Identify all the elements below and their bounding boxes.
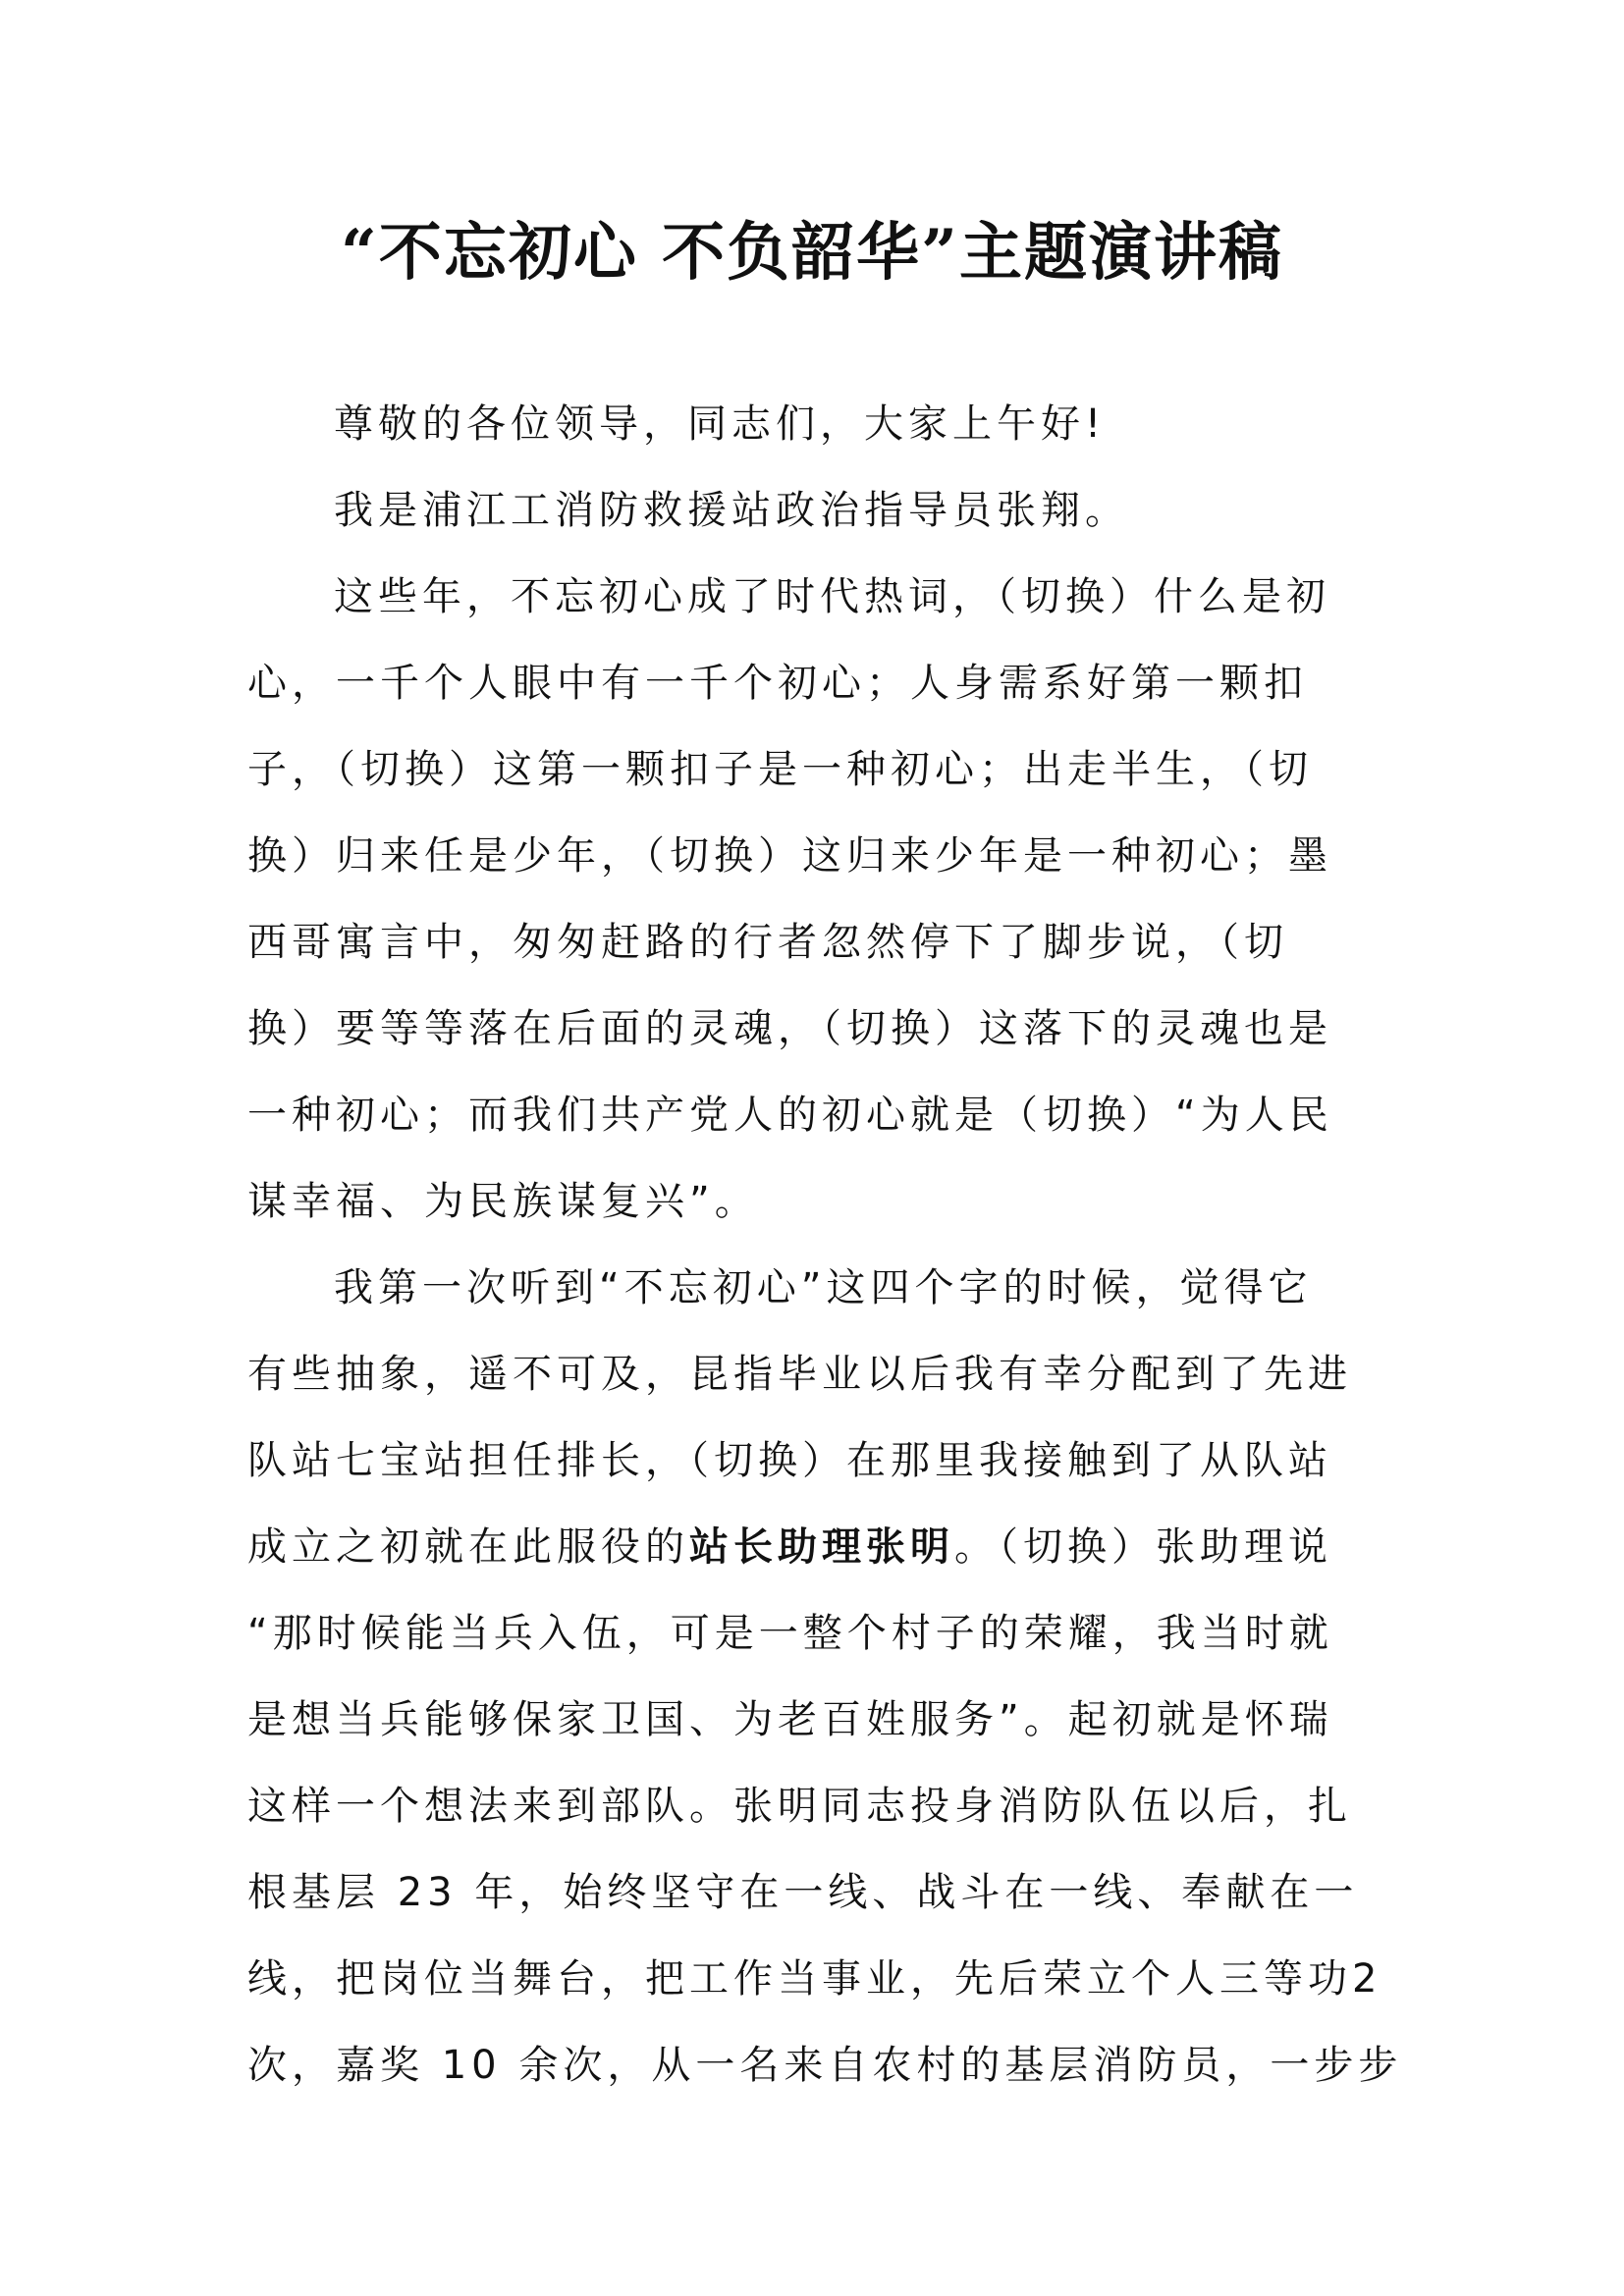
paragraph-line: 换）要等等落在后面的灵魂，（切换）这落下的灵魂也是: [247, 1006, 1332, 1051]
paragraph-line: 线，把岗位当舞台，把工作当事业，先后荣立个人三等功2: [247, 1956, 1382, 2002]
paragraph-line: 根基层 23 年，始终坚守在一线、战斗在一线、奉献在一: [247, 1870, 1359, 1915]
paragraph-line: 我第一次听到“不忘初心”这四个字的时候，觉得它: [334, 1265, 1313, 1310]
paragraph-line: 子，（切换）这第一颗扣子是一种初心；出走半生，（切: [247, 747, 1313, 792]
paragraph-line: 换）归来任是少年，（切换）这归来少年是一种初心；墨: [247, 833, 1332, 879]
paragraph-line: 这样一个想法来到部队。张明同志投身消防队伍以后，扎: [247, 1784, 1352, 1829]
paragraph-line: [247, 1504, 1367, 1590]
paragraph-line: 队站七宝站担任排长，（切换）在那里我接触到了从队站: [247, 1438, 1332, 1483]
paragraph-text: 。（切换）张助理说: [954, 1524, 1332, 1570]
self-introduction-line: 我是浦江工消防救援站政治指导员张翔。: [334, 488, 1129, 533]
paragraph-line: “那时候能当兵入伍，可是一整个村子的荣耀，我当时就: [247, 1611, 1333, 1656]
document-body: [247, 381, 1403, 2109]
paragraph-line: 西哥寓言中，匆匆赶路的行者忽然停下了脚步说，（切: [247, 920, 1288, 965]
paragraph-line: 谋幸福、为民族谋复兴”。: [247, 1179, 759, 1224]
highlighted-name: 站长助理张明: [689, 1524, 954, 1570]
greeting-line: 尊敬的各位领导，同志们，大家上午好!: [334, 401, 1107, 447]
paragraph-line: 一种初心；而我们共产党人的初心就是（切换）“为人民: [247, 1093, 1333, 1138]
paragraph-line: 次，嘉奖 10 余次，从一名来自农村的基层消防员，一步步: [247, 2043, 1403, 2088]
paragraph-line: 有些抽象，遥不可及，昆指毕业以后我有幸分配到了先进: [247, 1352, 1352, 1397]
paragraph-text: 成立之初就在此服役的: [247, 1524, 689, 1570]
paragraph-line: 心，一千个人眼中有一千个初心；人身需系好第一颗扣: [247, 661, 1308, 706]
paragraph-line: 这些年，不忘初心成了时代热词，（切换）什么是初: [334, 574, 1330, 619]
paragraph-line: 是想当兵能够保家卫国、为老百姓服务”。起初就是怀瑞: [247, 1697, 1333, 1742]
document-title: “不忘初心 不负韶华”主题演讲稿: [341, 216, 1283, 290]
